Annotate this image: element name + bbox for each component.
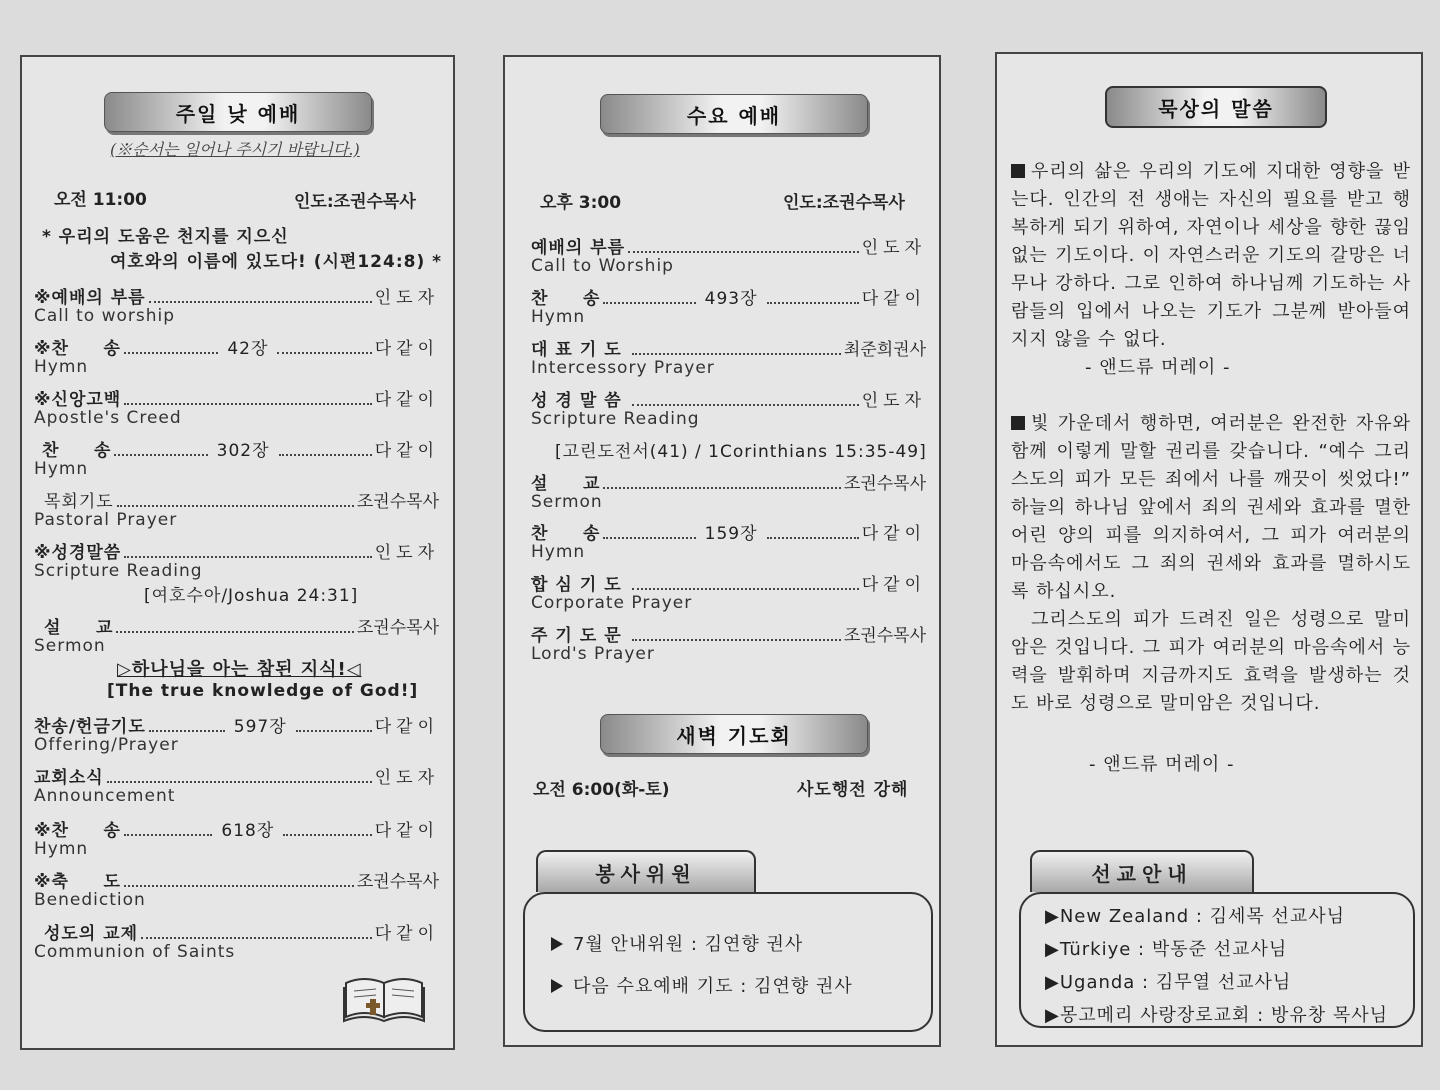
meditation-paragraph-1: 우리의 삶은 우리의 기도에 지대한 영향을 받는다. 인간의 전 생애는 자신의 필요를 받고 행복하게 되기 위하여, 자연이나 세상을 향한 끊임없는 기도이다. 이 자연스러운 기도의 갈망은 너무나 강하다. 그로 인하여 하나님께 기도하는 사람들의 입에서 나오는 기도가 그분께 받아들여지지 않을 수 없다. <box>1011 161 1411 350</box>
opening-verse-line2: 여호와의 이름에 있도다! (시편124:8) * <box>110 252 443 272</box>
order-item: 합심기도 다같이 Corporate Prayer <box>531 575 926 613</box>
sunday-service-panel <box>20 55 455 1050</box>
standing-note: (※순서는 일어나 주시기 바랍니다.) <box>110 140 360 159</box>
sermon-title-english: [The true knowledge of God!] <box>107 681 419 701</box>
sunday-service-title: 주일 낮 예배 <box>104 92 372 132</box>
opening-verse-line1: * 우리의 도움은 천지를 지으신 <box>42 227 289 247</box>
order-item: 성경말씀 인도자 Scripture Reading <box>531 391 926 429</box>
order-item: 찬 송 302장 다같이 Hymn <box>34 441 439 479</box>
triangle-bullet-icon <box>551 937 563 951</box>
order-item: 설 교 조권수목사 Sermon <box>34 618 439 656</box>
sunday-leader: 인도:조권수목사 <box>294 192 416 212</box>
order-item: ※찬 송 618장 다같이 Hymn <box>34 821 439 859</box>
mission-item: ▶몽고메리 사랑장로교회 : 방유창 목사님 <box>1045 1005 1389 1026</box>
order-item: 성도의 교제 다같이 Communion of Saints <box>34 924 439 962</box>
meditation-paragraph-2: 빛 가운데서 행하면, 여러분은 완전한 자유와 함께 이렇게 말할 권리를 갖습니다. “예수 그리스도의 피가 모든 죄에서 나를 깨끗이 씻었다!” 하늘의 하나님 앞에서 죄의 권세와 효과를 멸한 어린 양의 피를 의지하여서, 그 피가 여러분의 마음속에서도 그 죄의 권세와 효과를 멸하시도록 하십시오. <box>1011 413 1411 602</box>
meditation-author-2: - 앤드류 머레이 - <box>1089 754 1235 775</box>
order-item: 설 교 조권수목사 Sermon <box>531 474 926 512</box>
order-item: ※찬 송 42장 다같이 Hymn <box>34 339 439 377</box>
square-bullet-icon <box>1011 164 1025 178</box>
dawn-prayer-desc: 사도행전 강해 <box>797 780 909 800</box>
order-item: 예배의 부름 인도자 Call to Worship <box>531 238 926 276</box>
mission-title: 선교안내 <box>1030 850 1254 892</box>
wednesday-service-title: 수요 예배 <box>600 94 868 134</box>
service-item: 다음 수요예배 기도 : 김연향 권사 <box>551 972 853 998</box>
open-bible-icon <box>342 973 426 1023</box>
service-committee-title: 봉사위원 <box>536 850 756 892</box>
scripture-reference: [여호수아/Joshua 24:31] <box>144 586 359 606</box>
sunday-time: 오전 11:00 <box>54 190 147 210</box>
wednesday-leader: 인도:조권수목사 <box>783 193 905 213</box>
dawn-prayer-title: 새벽 기도회 <box>600 714 868 754</box>
order-item: 찬송/헌금기도 597장 다같이 Offering/Prayer <box>34 717 439 755</box>
order-item: 대표기도 최준희권사 Intercessory Prayer <box>531 340 926 378</box>
scripture-reference: [고린도전서(41) / 1Corinthians 15:35-49] <box>555 442 927 462</box>
meditation-paragraph-3: 그리스도의 피가 드려진 일은 성령으로 말미암은 것입니다. 그 피가 여러분의 마음속에서 능력을 발휘하며 지금까지도 효력을 발생하는 것도 바로 성령으로 말미암은 것입니다. <box>1011 609 1411 714</box>
square-bullet-icon <box>1011 416 1025 430</box>
order-item: 교회소식 인도자 Announcement <box>34 768 439 806</box>
wednesday-service-panel <box>503 55 941 1047</box>
wednesday-time: 오후 3:00 <box>540 193 622 213</box>
dawn-prayer-time: 오전 6:00(화-토) <box>533 780 670 800</box>
mission-box <box>1019 892 1415 1028</box>
order-item: ※예배의 부름 인도자 Call to worship <box>34 288 439 326</box>
order-item: 찬 송 493장 다같이 Hymn <box>531 289 926 327</box>
meditation-author-1: - 앤드류 머레이 - <box>1085 357 1231 378</box>
service-committee-box <box>523 892 933 1032</box>
order-item: 주기도문 조권수목사 Lord's Prayer <box>531 626 926 664</box>
meditation-panel <box>995 52 1423 1047</box>
sermon-title: ▷하나님을 아는 참된 지식!◁ <box>117 659 362 680</box>
mission-item: ▶Uganda : 김무열 선교사님 <box>1045 972 1292 993</box>
service-item: 7월 안내위원 : 김연향 권사 <box>551 930 803 956</box>
order-item: 찬 송 159장 다같이 Hymn <box>531 524 926 562</box>
mission-item: ▶Türkiye : 박동준 선교사님 <box>1045 939 1288 960</box>
order-item: ※성경말씀 인도자 Scripture Reading <box>34 543 439 581</box>
mission-item: ▶New Zealand : 김세목 선교사님 <box>1045 906 1346 927</box>
order-item: ※신앙고백 다같이 Apostle's Creed <box>34 390 439 428</box>
meditation-title: 묵상의 말씀 <box>1105 86 1327 128</box>
order-item: 목회기도 조권수목사 Pastoral Prayer <box>34 492 439 530</box>
order-item: ※축 도 조권수목사 Benediction <box>34 872 439 910</box>
triangle-bullet-icon <box>551 979 563 993</box>
